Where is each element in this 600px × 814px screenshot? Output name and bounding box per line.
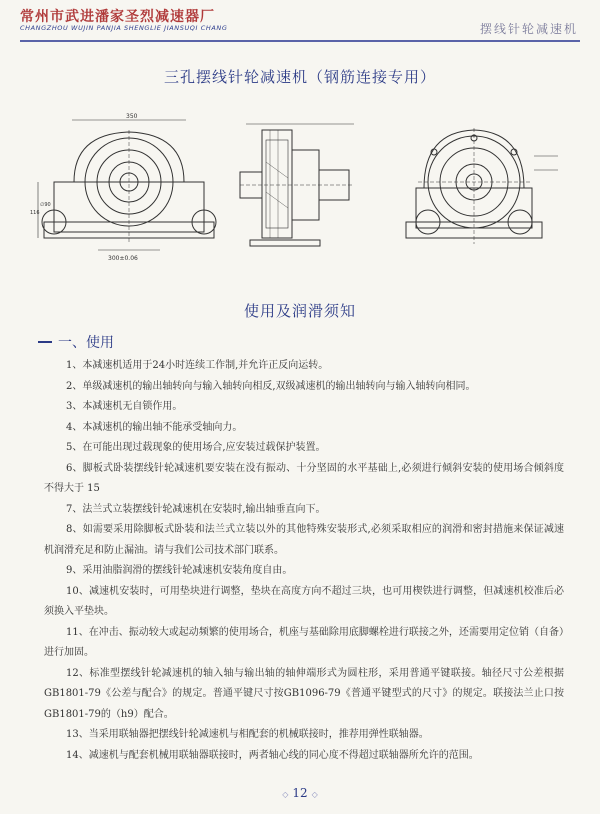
diamond-left-icon: ◇ xyxy=(282,790,289,799)
list-item: 2、单级减速机的输出轴转向与输入轴转向相反,双级减速机的输出轴转向与输入轴转向相同。 xyxy=(66,380,476,392)
subsection-label: 一、使用 xyxy=(58,335,114,351)
list-item: 13、当采用联轴器把摆线针轮减速机与相配套的机械联接时，推荐用弹性联轴器。 xyxy=(66,729,429,740)
list-item: 7、法兰式立装摆线针轮减速机在安装时,输出轴垂直向下。 xyxy=(66,503,326,515)
list-item: 1、本减速机适用于24小时连续工作制,并允许正反向运转。 xyxy=(66,360,329,371)
usage-instructions-list xyxy=(44,356,564,766)
page-number xyxy=(0,786,600,800)
list-item: 6、脚板式卧装摆线针轮减速机要安装在没有振动、十分坚固的水平基础上,必须进行倾斜安装的使用场合倾斜度不得大于 15 xyxy=(44,462,564,494)
diamond-right-icon: ◇ xyxy=(311,790,318,799)
header-divider xyxy=(20,40,580,42)
page-title: 三孔摆线针轮减速机（钢筋连接专用） xyxy=(163,68,436,86)
list-item: 8、如需要采用除脚板式卧装和法兰式立装以外的其他特殊安装形式,必须采取相应的润滑和密封措施来保证减速机润滑充足和防止漏油。请与我们公司技术部门联系。 xyxy=(44,524,564,556)
company-name-en: CHANGZHOU WUJIN PANJIA SHENGLIE JIANSUQI CHANG xyxy=(20,24,228,32)
front-view-drawing xyxy=(30,113,216,262)
section-view-drawing xyxy=(240,124,354,246)
dim-label-side: 116 xyxy=(30,210,40,216)
dim-label-top: 350 xyxy=(126,113,138,120)
list-item: 11、在冲击、振动较大或起动频繁的使用场合，机座与基础除用底脚螺栓进行联接之外，还需要用定位销（自备）进行加固。 xyxy=(44,626,564,658)
page-header xyxy=(0,0,600,48)
list-item: 5、在可能出现过载现象的使用场合,应安装过载保护装置。 xyxy=(66,442,326,453)
section-title: 使用及润滑须知 xyxy=(243,302,356,320)
list-item: 10、减速机安装时，可用垫块进行调整，垫块在高度方向不超过三块，也可用楔铁进行调整，但减速机校准后必须换入平垫块。 xyxy=(44,585,564,617)
heading-dash xyxy=(38,341,52,343)
list-item: 14、减速机与配套机械用联轴器联接时，两者轴心线的同心度不得超过联轴器所允许的范围。 xyxy=(66,749,479,761)
company-name-cn: 常州市武进潘家圣烈减速器厂 xyxy=(20,9,215,25)
technical-drawings xyxy=(30,110,574,280)
dim-label-bottom: 300±0.06 xyxy=(108,255,138,262)
reducer-drawings-svg xyxy=(30,110,574,280)
page-number-value: 12 xyxy=(292,786,308,800)
category-label: 摆线针轮减速机 xyxy=(479,22,578,36)
list-item: 9、采用油脂润滑的摆线针轮减速机安装角度自由。 xyxy=(66,565,293,576)
end-view-drawing xyxy=(406,128,558,244)
list-item: 3、本减速机无自锁作用。 xyxy=(66,401,183,412)
list-item: 12、标准型摆线针轮减速机的轴入轴与输出轴的轴伸端形式为圆柱形，采用普通平键联接。轴径尺寸公差根据GB1801-79《公差与配合》的规定。普通平键尺寸按GB1096-79《普通平键型式的尺寸》的规定。联接法兰止口按GB1801-79的（h9）配合。 xyxy=(44,667,564,720)
subsection-heading xyxy=(38,332,114,352)
list-item: 4、本减速机的输出轴不能承受轴向力。 xyxy=(66,421,243,433)
dim-label-side-2: ∅90 xyxy=(40,202,51,208)
